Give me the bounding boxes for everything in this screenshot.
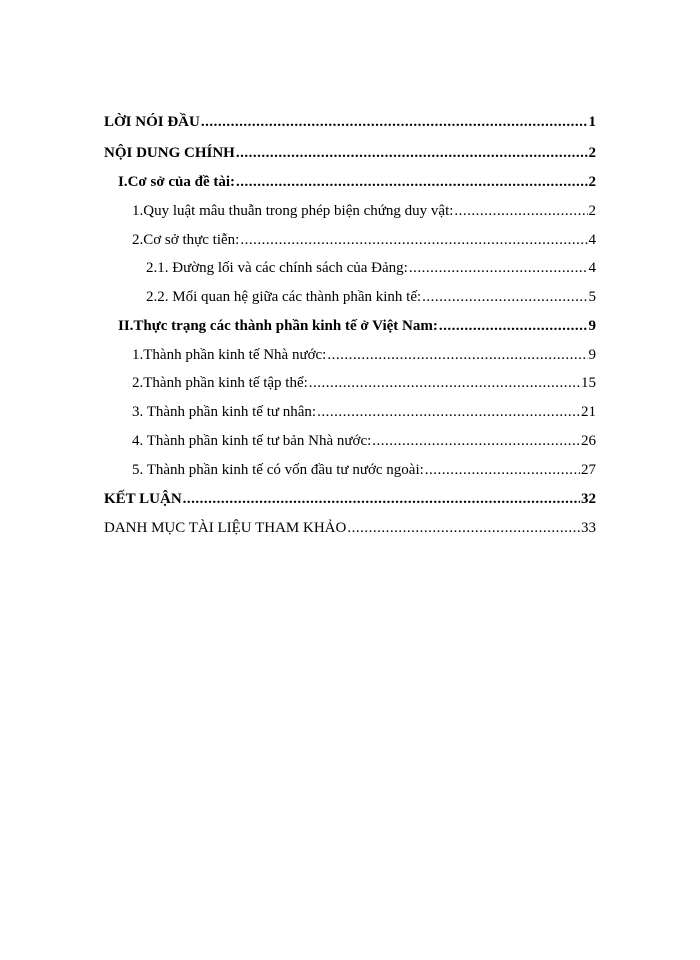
- toc-entry-page: 9: [588, 318, 596, 334]
- toc-entry-noi-dung-chinh[interactable]: [104, 143, 596, 163]
- toc-entry-page: 1: [588, 114, 596, 130]
- toc-entry-kinh-te-tap-the[interactable]: [132, 373, 596, 393]
- toc-entry-moi-quan-he[interactable]: [146, 287, 596, 307]
- toc-entry-page: 2: [588, 203, 596, 219]
- toc-entry-page: 9: [588, 347, 596, 363]
- toc-entry-page: 26: [581, 433, 596, 449]
- toc-entry-title: LỜI NÓI ĐẦU: [104, 114, 200, 130]
- toc-entry-kinh-te-tu-nhan[interactable]: [132, 402, 596, 422]
- toc-entry-thuc-trang[interactable]: [118, 316, 596, 336]
- toc-entry-page: 32: [581, 491, 596, 507]
- toc-entry-page: 21: [581, 404, 596, 420]
- toc-entry-title: DANH MỤC TÀI LIỆU THAM KHẢO: [104, 520, 347, 536]
- toc-entry-page: 2: [588, 174, 596, 190]
- toc-entry-title: II.Thực trạng các thành phần kinh tế ở Việt Nam:: [118, 318, 438, 334]
- toc-entry-loi-noi-dau[interactable]: [104, 112, 596, 132]
- toc-leader-dots: [372, 431, 580, 451]
- toc-leader-dots: [347, 518, 580, 538]
- toc-leader-dots: [236, 172, 587, 192]
- toc-entry-co-so-de-tai[interactable]: [118, 172, 596, 192]
- toc-entry-page: 15: [581, 375, 596, 391]
- toc-entry-title: 2.1. Đường lối và các chính sách của Đảng:: [146, 260, 408, 276]
- toc-entry-page: 5: [588, 289, 596, 305]
- toc-entry-co-so-thuc-tien[interactable]: [132, 230, 596, 250]
- toc-leader-dots: [201, 112, 588, 132]
- toc-entry-tai-lieu-tham-khao[interactable]: [104, 518, 596, 538]
- toc-entry-quy-luat-mau-thuan[interactable]: [132, 201, 596, 221]
- toc-entry-page: 33: [581, 520, 596, 536]
- toc-leader-dots: [425, 460, 580, 480]
- toc-leader-dots: [327, 345, 587, 365]
- toc-entry-title: 1.Thành phần kinh tế Nhà nước:: [132, 347, 327, 363]
- toc-entry-title: 1.Quy luật mâu thuẫn trong phép biện chứng duy vật:: [132, 203, 454, 219]
- toc-leader-dots: [454, 201, 587, 221]
- toc-entry-title: 2.Cơ sở thực tiễn:: [132, 232, 240, 248]
- toc-leader-dots: [236, 143, 588, 163]
- toc-entry-ket-luan[interactable]: [104, 489, 596, 509]
- toc-entry-title: 2.Thành phần kinh tế tập thể:: [132, 375, 308, 391]
- toc-leader-dots: [439, 316, 588, 336]
- toc-entry-kinh-te-tu-ban-nha-nuoc[interactable]: [132, 431, 596, 451]
- toc-leader-dots: [317, 402, 580, 422]
- toc-entry-kinh-te-nha-nuoc[interactable]: [132, 345, 596, 365]
- toc-entry-title: 5. Thành phần kinh tế có vốn đầu tư nước ngoài:: [132, 462, 424, 478]
- toc-leader-dots: [409, 258, 588, 278]
- toc-entry-page: 4: [588, 260, 596, 276]
- toc-entry-duong-loi[interactable]: [146, 258, 596, 278]
- toc-entry-page: 4: [588, 232, 596, 248]
- toc-leader-dots: [183, 489, 580, 509]
- toc-leader-dots: [309, 373, 580, 393]
- toc-entry-title: KẾT LUẬN: [104, 491, 182, 507]
- toc-entry-page: 2: [588, 145, 596, 161]
- toc-entry-title: 2.2. Mối quan hệ giữa các thành phần kinh tế:: [146, 289, 422, 305]
- toc-entry-page: 27: [581, 462, 596, 478]
- toc-entry-title: I.Cơ sở của đề tài:: [118, 174, 236, 190]
- toc-entry-von-dau-tu-nuoc-ngoai[interactable]: [132, 460, 596, 480]
- toc-leader-dots: [240, 230, 587, 250]
- toc-leader-dots: [422, 287, 587, 307]
- toc-entry-title: 3. Thành phần kinh tế tư nhân:: [132, 404, 317, 420]
- toc-entry-title: 4. Thành phần kinh tế tư bản Nhà nước:: [132, 433, 372, 449]
- toc-entry-title: NỘI DUNG CHÍNH: [104, 145, 235, 161]
